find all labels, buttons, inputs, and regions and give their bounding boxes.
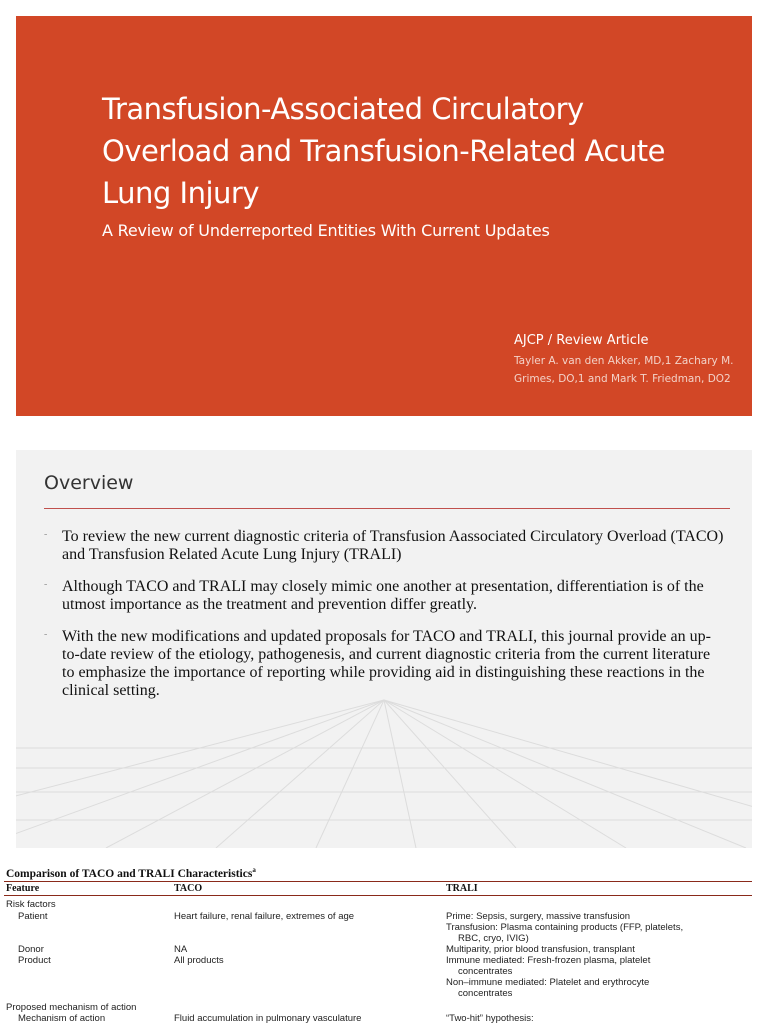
table-cell-trali: Immune mediated: Fresh-frozen plasma, platelet — [446, 955, 651, 966]
column-header-trali: TRALI — [446, 883, 478, 894]
table-cell-feature: Patient — [18, 911, 48, 922]
table-caption: Comparison of TACO and TRALI Characteristics$^a$ — [6, 866, 256, 880]
table-top-rule — [4, 881, 752, 882]
bullet-dash-icon: - — [44, 629, 48, 640]
table-cell-trali: Multiparity, prior blood transfusion, transplant — [446, 944, 635, 955]
table-row-section-risk-factors: Risk factors — [6, 899, 56, 910]
overview-slide — [16, 450, 752, 848]
table-cell-trali: Prime: Sepsis, surgery, massive transfusion — [446, 911, 631, 922]
table-row-section-mechanism: Proposed mechanism of action — [6, 1002, 137, 1013]
overview-title: Overview — [44, 472, 134, 494]
table-cell-feature: Mechanism of action — [18, 1013, 106, 1024]
table-cell-trali: Transfusion: Plasma containing products (FFP, platelets, — [446, 922, 684, 933]
table-header-rule — [4, 895, 752, 896]
overview-bullet-list — [44, 528, 724, 714]
presentation-subtitle: A Review of Underreported Entities With Current Updates — [102, 221, 550, 240]
bullet-dash-icon: - — [44, 579, 48, 590]
column-header-taco: TACO — [174, 883, 203, 894]
bullet-item — [44, 528, 724, 564]
authors-text: Tayler A. van den Akker, MD,1 Zachary M. Grimes, DO,1 and Mark T. Friedman, DO2 — [514, 355, 734, 385]
table-cell-feature: Product — [18, 955, 51, 966]
presentation-title: Transfusion-Associated Circulatory Overload and Transfusion-Related Acute Lung Injury — [102, 92, 665, 210]
bullet-text: Although TACO and TRALI may closely mimic one another at presentation, differentiation is of the utmost importance as the treatment and prevention differ greatly. — [62, 578, 704, 613]
bullet-text: To review the new current diagnostic criteria of Transfusion Aassociated Circulatory Overload (TACO) and Transfusion Related Acute Lung Injury (TRALI) — [62, 528, 724, 563]
table-cell-trali: concentrates — [458, 988, 513, 999]
table-cell-feature: Donor — [18, 944, 44, 955]
title-slide — [16, 16, 752, 416]
bullet-item — [44, 628, 724, 700]
bullet-dash-icon: - — [44, 529, 48, 540]
title-underline — [44, 508, 730, 509]
bullet-text: With the new modifications and updated proposals for TACO and TRALI, this journal provide an up-to-date review of the etiology, pathogenesis, and current diagnostic criteria from the current literature to emphasize the importance of reporting while providing aid in distinguishing these reactions in the clinical setting. — [62, 628, 711, 699]
table-cell-trali: “Two-hit” hypothesis: — [446, 1013, 534, 1024]
journal-label: AJCP / Review Article — [514, 333, 649, 348]
table-cell-trali: Non–immune mediated: Platelet and erythrocyte — [446, 977, 650, 988]
table-cell-trali: concentrates — [458, 966, 513, 977]
table-cell-taco: NA — [174, 944, 188, 955]
bullet-item — [44, 578, 724, 614]
column-header-feature: Feature — [6, 883, 40, 894]
table-cell-taco: Heart failure, renal failure, extremes of age — [174, 911, 355, 922]
table-cell-taco: All products — [174, 955, 224, 966]
table-cell-taco: Fluid accumulation in pulmonary vasculature — [174, 1013, 362, 1024]
table-cell-trali: RBC, cryo, IVIG) — [458, 933, 529, 944]
comparison-table — [0, 862, 768, 1024]
